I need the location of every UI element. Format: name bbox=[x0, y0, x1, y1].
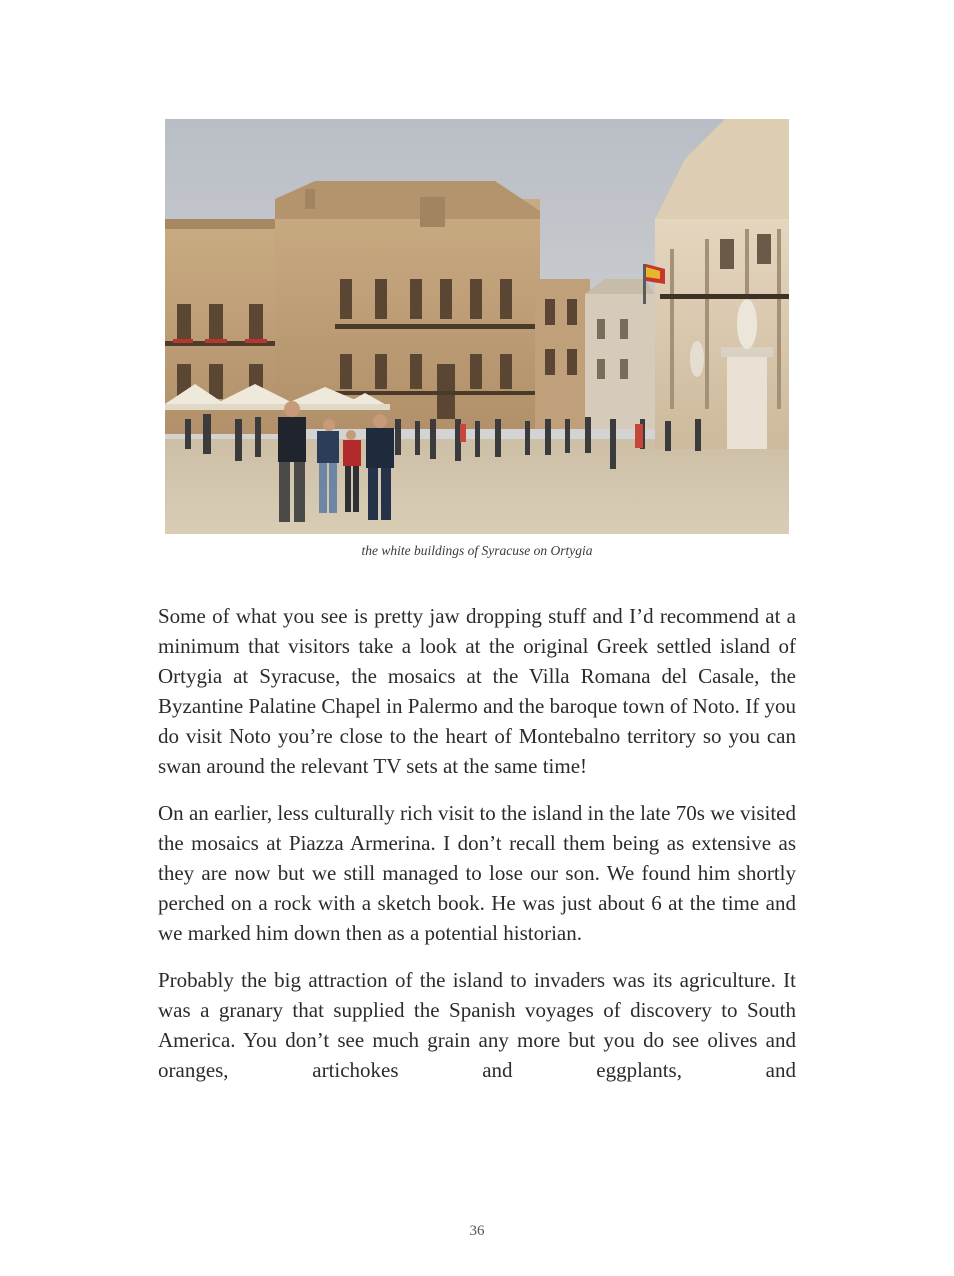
body-text bbox=[158, 601, 796, 1102]
paragraph-1: Some of what you see is pretty jaw dropping stuff and I’d recommend at a minimum that visitors take a look at the original Greek settled island of Ortygia at Syracuse, the mosaics at the Villa Romana del Casale, the Byzantine Palatine Chapel in Palermo and the baroque town of Noto. If you do visit Noto you’re close to the heart of Montebalno territory so you can swan around the relevant TV sets at the same time! bbox=[158, 604, 796, 778]
figure-caption: the white buildings of Syracuse on Ortygia bbox=[361, 543, 593, 558]
paragraph-2: On an earlier, less culturally rich visit to the island in the late 70s we visited the mosaics at Piazza Armerina. I don’t recall them being as extensive as they are now but we still managed to lose our son. We found him shortly perched on a rock with a sketch book. He was just about 6 at the time and we marked him down then as a potential historian. bbox=[158, 801, 796, 945]
syracuse-ortygia-photo bbox=[165, 119, 789, 534]
page-number: 36 bbox=[469, 1223, 485, 1239]
paragraph-3: Probably the big attraction of the island to invaders was its agriculture. It was a granary that supplied the Spanish voyages of discovery to South America. You don’t see much grain any more but you do see olives and oranges, artichokes and eggplants, and bbox=[158, 968, 796, 1082]
